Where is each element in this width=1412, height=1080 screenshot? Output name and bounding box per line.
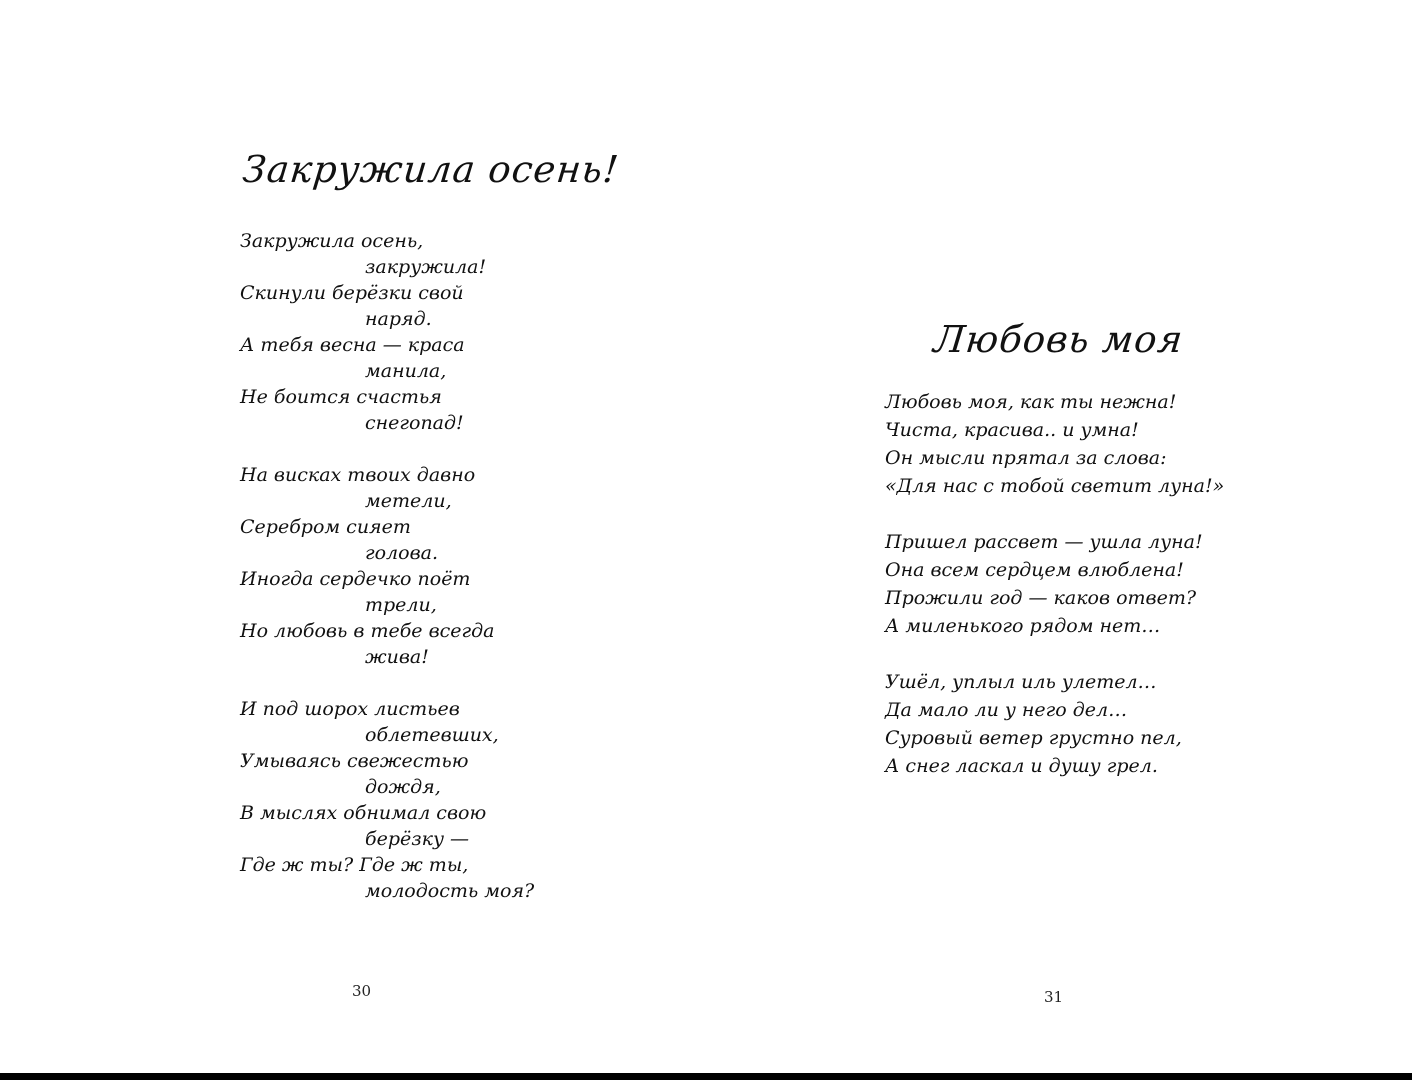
stanza bbox=[885, 668, 1224, 780]
poem-line: Умываясь свежестью bbox=[240, 750, 469, 772]
poem-line: На висках твоих давно bbox=[240, 464, 476, 486]
poem-line: Пришел рассвет — ушла луна! bbox=[885, 531, 1203, 553]
poem-line: В мыслях обнимал свою bbox=[240, 802, 487, 824]
poem-line: манила, bbox=[365, 360, 447, 382]
poem-line: Закружила осень, bbox=[240, 230, 424, 252]
poem-left bbox=[240, 228, 534, 930]
poem-line: снегопад! bbox=[365, 412, 464, 434]
poem-line: наряд. bbox=[365, 308, 432, 330]
poem-line: Чиста, красива.. и умна! bbox=[885, 419, 1139, 441]
stanza bbox=[240, 696, 534, 904]
page-number-left: 30 bbox=[352, 982, 372, 1000]
poem-line: Прожили год — каков ответ? bbox=[885, 587, 1197, 609]
poem-line: дождя, bbox=[365, 776, 441, 798]
poem-line: А тебя весна — краса bbox=[240, 334, 465, 356]
stanza bbox=[885, 388, 1224, 500]
poem-line: Где ж ты? Где ж ты, bbox=[240, 854, 469, 876]
stanza bbox=[240, 228, 534, 436]
poem-title-left: Закружила осень! bbox=[240, 148, 622, 191]
poem-line: жива! bbox=[365, 646, 429, 668]
poem-right bbox=[885, 388, 1224, 808]
stanza bbox=[240, 462, 534, 670]
poem-line: А миленького рядом нет… bbox=[885, 615, 1161, 637]
poem-line: Серебром сияет bbox=[240, 516, 411, 538]
poem-line: Любовь моя, как ты нежна! bbox=[885, 391, 1177, 413]
poem-line: молодость моя? bbox=[365, 880, 535, 902]
poem-line: Не боится счастья bbox=[240, 386, 442, 408]
poem-line: трели, bbox=[365, 594, 437, 616]
poem-line: берёзку — bbox=[365, 828, 470, 850]
page-number-right: 31 bbox=[1044, 988, 1064, 1006]
poem-line: Скинули берёзки свой bbox=[240, 282, 464, 304]
poem-line: «Для нас с тобой светит луна!» bbox=[885, 475, 1225, 497]
poem-line: закружила! bbox=[365, 256, 487, 278]
poem-line: Да мало ли у него дел… bbox=[885, 699, 1128, 721]
poem-line: Она всем сердцем влюблена! bbox=[885, 559, 1184, 581]
poem-line: И под шорох листьев bbox=[240, 698, 460, 720]
scan-bottom-edge bbox=[0, 1073, 1412, 1080]
poem-line: голова. bbox=[365, 542, 439, 564]
poem-line: Он мысли прятал за слова: bbox=[885, 447, 1167, 469]
poem-line: метели, bbox=[365, 490, 452, 512]
stanza bbox=[885, 528, 1224, 640]
poem-line: Суровый ветер грустно пел, bbox=[885, 727, 1182, 749]
poem-line: Но любовь в тебе всегда bbox=[240, 620, 495, 642]
poem-title-right: Любовь моя bbox=[931, 318, 1186, 361]
right-page bbox=[706, 0, 1412, 1080]
poem-line: Ушёл, уплыл иль улетел… bbox=[885, 671, 1157, 693]
poem-line: облетевших, bbox=[365, 724, 499, 746]
poem-line: Иногда сердечко поёт bbox=[240, 568, 471, 590]
poem-line: А снег ласкал и душу грел. bbox=[885, 755, 1158, 777]
